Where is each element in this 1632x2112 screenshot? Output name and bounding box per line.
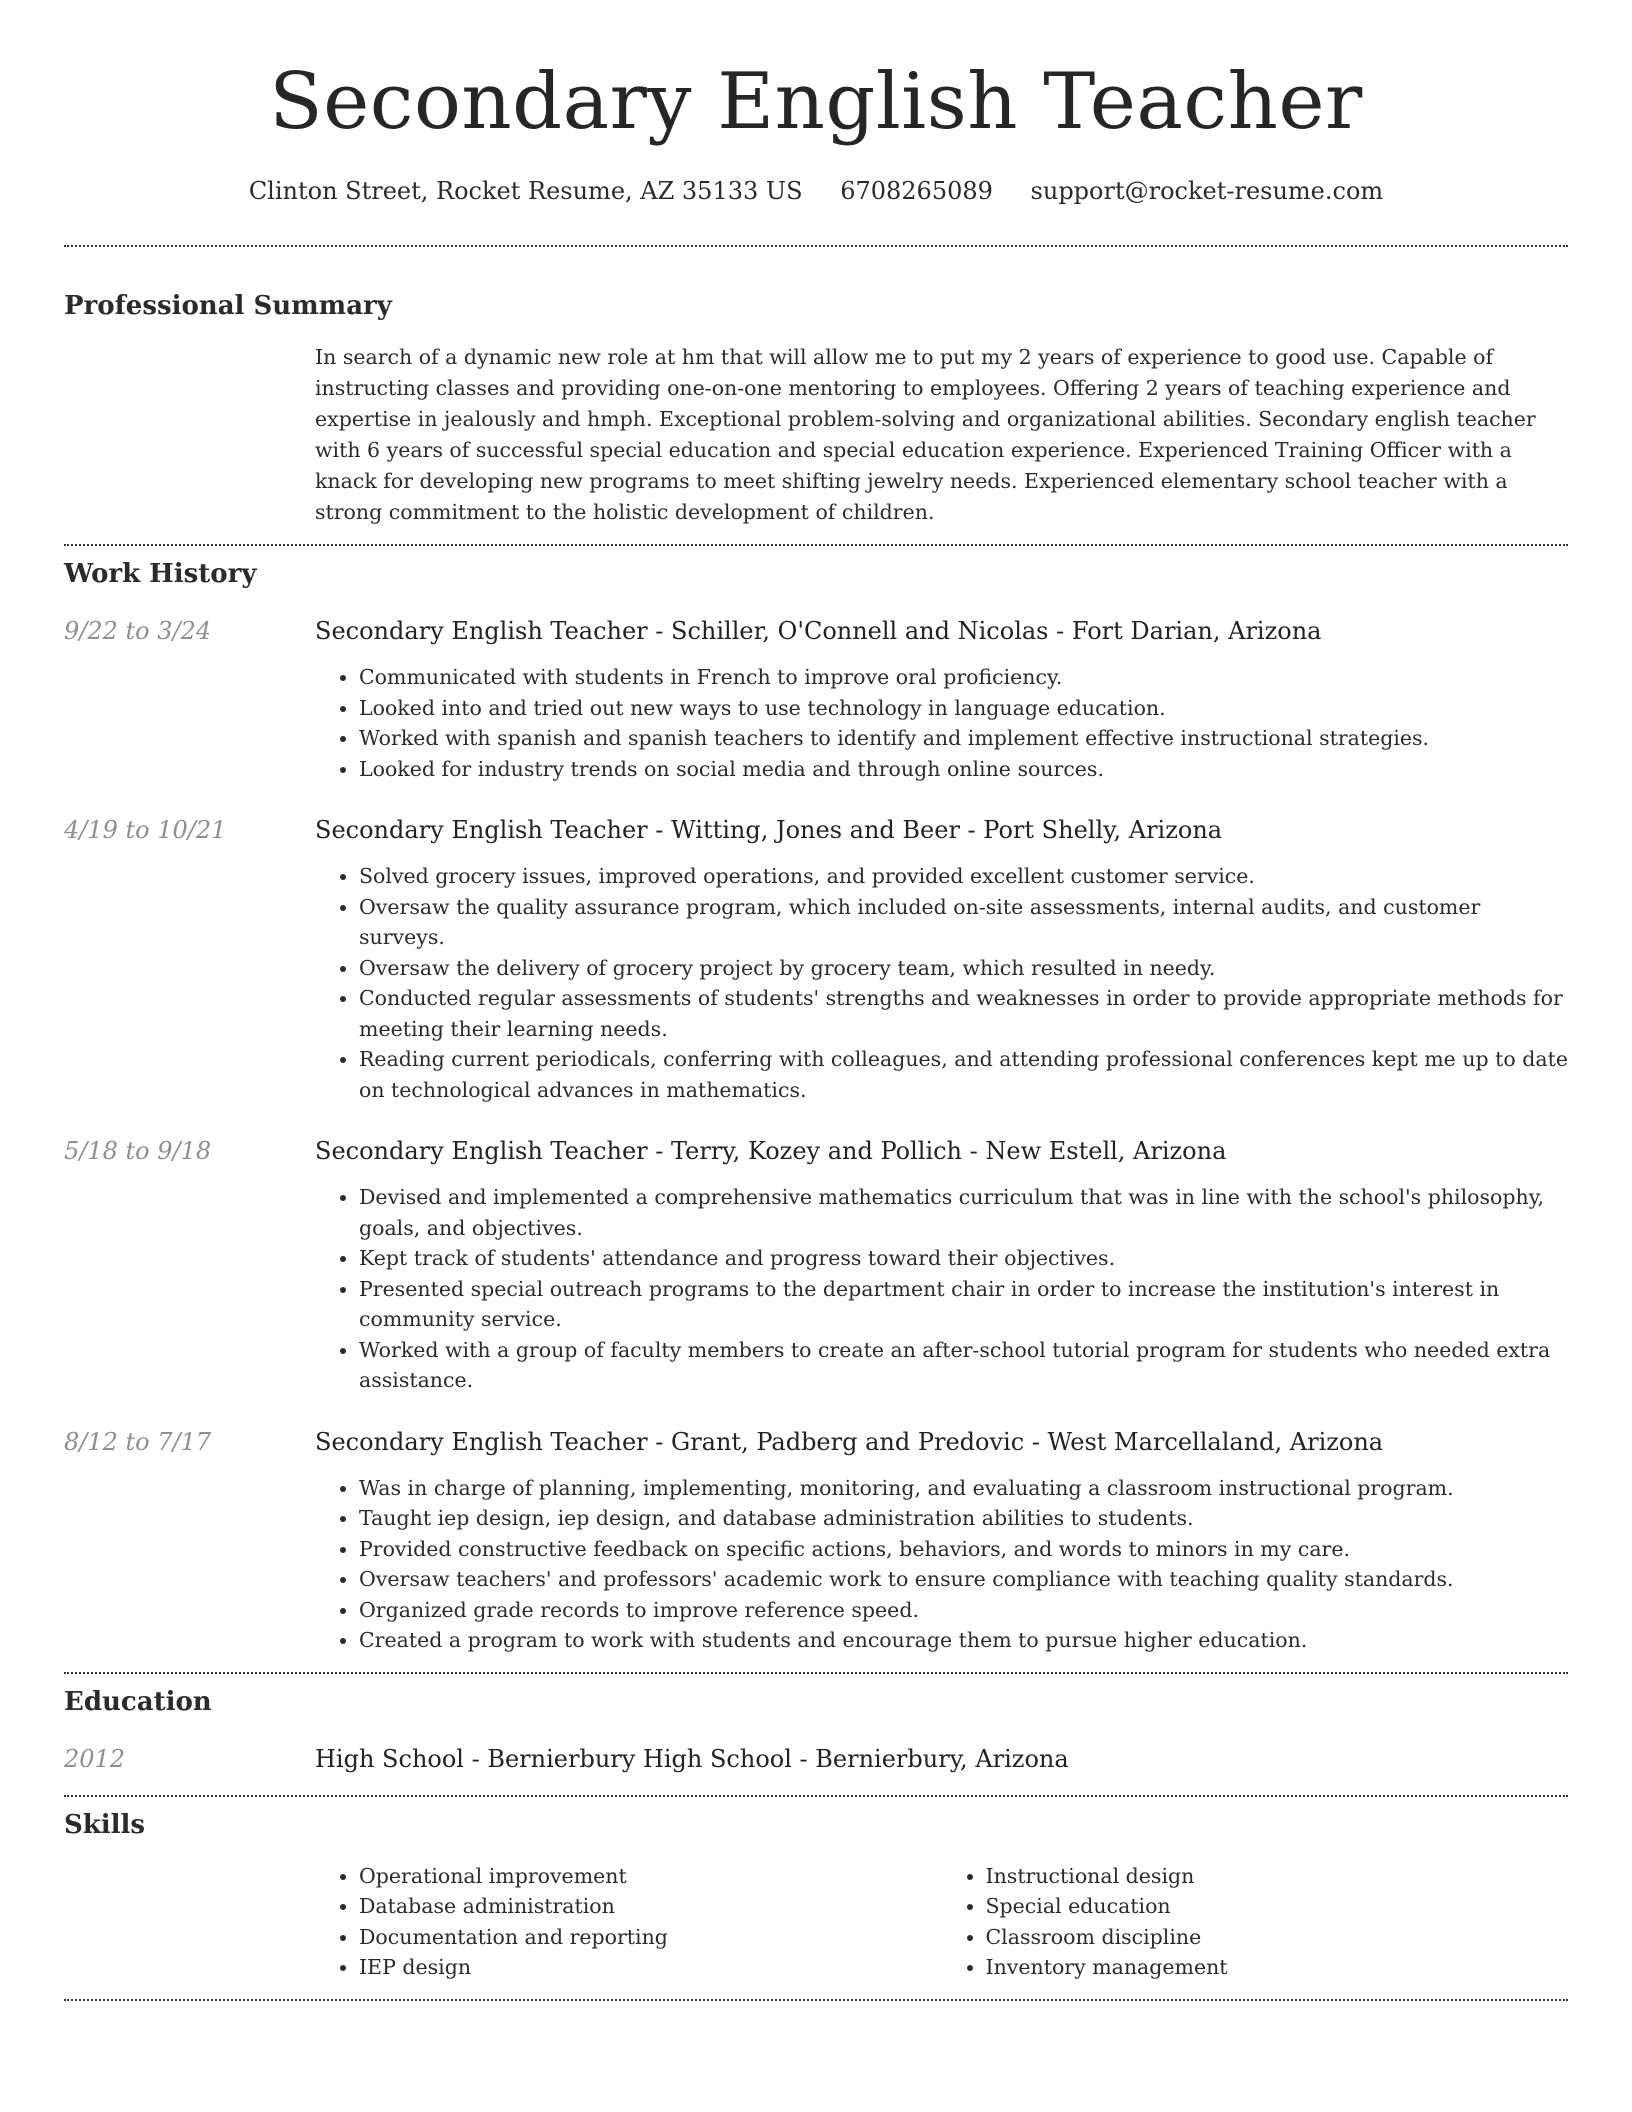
divider: [64, 544, 1568, 546]
education-title: High School - Bernierbury High School - Bernierbury, Arizona: [315, 1744, 1069, 1773]
list-item: • Operational improvement: [359, 1861, 942, 1892]
education-entry: [64, 1742, 1568, 1776]
summary-text: In search of a dynamic new role at hm that will allow me to put my 2 years of experience to good use. Capable of instructing classes and providing one-on-one mentoring to employees. Offering 2 years of teaching experience and expertise in jealously and hmph. Exceptional problem-solving and organizational abilities. Secondary english teacher with 6 years of successful special education and special education experience. Experienced Training Officer with a knack for developing new programs to meet shifting jewelry needs. Experienced elementary school teacher with a strong commitment to the holistic development of children.: [315, 345, 1536, 524]
job-bullets: [315, 1473, 1568, 1656]
education-dates: 2012: [64, 1744, 126, 1773]
job-entry: [64, 1425, 1568, 1656]
list-item: • Worked with a group of faculty members to create an after-school tutorial program for students who needed extra assistance.: [359, 1335, 1568, 1396]
list-item: • Documentation and reporting: [359, 1922, 942, 1953]
list-item: • Special education: [986, 1891, 1569, 1922]
skills-column-1: [315, 1861, 942, 1983]
list-item: • Instructional design: [986, 1861, 1569, 1892]
job-title: Secondary English Teacher - Witting, Jones and Beer - Port Shelly, Arizona: [315, 816, 1223, 844]
list-item: • IEP design: [359, 1952, 942, 1983]
list-item: • Oversaw the delivery of grocery project by grocery team, which resulted in needy.: [359, 953, 1568, 984]
resume-name: Secondary English Teacher: [269, 57, 1363, 147]
list-item: • Worked with spanish and spanish teachers to identify and implement effective instructional strategies.: [359, 723, 1568, 754]
job-entry: [64, 614, 1568, 784]
list-item: • Created a program to work with students and encourage them to pursue higher education.: [359, 1625, 1568, 1656]
list-item: • Presented special outreach programs to the department chair in order to increase the institution's interest in community service.: [359, 1274, 1568, 1335]
job-dates: 8/12 to 7/17: [64, 1427, 212, 1456]
divider: [64, 1999, 1568, 2001]
education-heading: Education: [64, 1686, 212, 1717]
skills-row: [64, 1861, 1568, 1983]
list-item: • Oversaw teachers' and professors' academic work to ensure compliance with teaching quality standards.: [359, 1564, 1568, 1595]
divider: [64, 1672, 1568, 1674]
job-title: Secondary English Teacher - Grant, Padberg and Predovic - West Marcellaland, Arizona: [315, 1427, 1384, 1456]
list-item: • Database administration: [359, 1891, 942, 1922]
job-title: Secondary English Teacher - Terry, Kozey and Pollich - New Estell, Arizona: [315, 1137, 1227, 1165]
contact-phone: 6708265089: [840, 177, 993, 205]
list-item: • Organized grade records to improve reference speed.: [359, 1595, 1568, 1626]
list-item: • Provided constructive feedback on specific actions, behaviors, and words to minors in my care.: [359, 1534, 1568, 1565]
job-entry: [64, 1134, 1568, 1396]
contact-email: support@rocket-resume.com: [1030, 177, 1384, 205]
list-item: • Looked for industry trends on social media and through online sources.: [359, 754, 1568, 785]
summary-heading: Professional Summary: [64, 291, 392, 321]
list-item: • Conducted regular assessments of students' strengths and weaknesses in order to provide appropriate methods for meeting their learning needs.: [359, 983, 1568, 1044]
contact-address: Clinton Street, Rocket Resume, AZ 35133 US: [248, 177, 803, 205]
work-history-heading: Work History: [64, 559, 257, 589]
list-item: • Classroom discipline: [986, 1922, 1569, 1953]
job-title: Secondary English Teacher - Schiller, O'Connell and Nicolas - Fort Darian, Arizona: [315, 617, 1322, 645]
job-bullets: [315, 861, 1568, 1105]
contact-line: [64, 174, 1568, 208]
job-dates: 9/22 to 3/24: [64, 617, 212, 645]
job-bullets: [315, 1182, 1568, 1396]
list-item: • Inventory management: [986, 1952, 1569, 1983]
job-dates: 4/19 to 10/21: [64, 816, 227, 844]
list-item: • Reading current periodicals, conferring with colleagues, and attending professional conferences kept me up to date on technological advances in mathematics.: [359, 1044, 1568, 1105]
job-entry: [64, 813, 1568, 1105]
skills-heading: Skills: [64, 1809, 146, 1840]
job-bullets: [315, 662, 1568, 784]
skills-column-2: [942, 1861, 1569, 1983]
list-item: • Kept track of students' attendance and progress toward their objectives.: [359, 1243, 1568, 1274]
list-item: • Devised and implemented a comprehensive mathematics curriculum that was in line with the school's philosophy, goals, and objectives.: [359, 1182, 1568, 1243]
list-item: • Taught iep design, iep design, and database administration abilities to students.: [359, 1503, 1568, 1534]
list-item: • Looked into and tried out new ways to use technology in language education.: [359, 693, 1568, 724]
job-dates: 5/18 to 9/18: [64, 1137, 212, 1165]
divider: [64, 1795, 1568, 1797]
list-item: • Solved grocery issues, improved operations, and provided excellent customer service.: [359, 861, 1568, 892]
list-item: • Was in charge of planning, implementing, monitoring, and evaluating a classroom instructional program.: [359, 1473, 1568, 1504]
list-item: • Oversaw the quality assurance program, which included on-site assessments, internal audits, and customer surveys.: [359, 892, 1568, 953]
summary-row: [64, 342, 1568, 528]
skills-list: [315, 1861, 1568, 1983]
divider: [64, 245, 1568, 247]
list-item: • Communicated with students in French to improve oral proficiency.: [359, 662, 1568, 693]
